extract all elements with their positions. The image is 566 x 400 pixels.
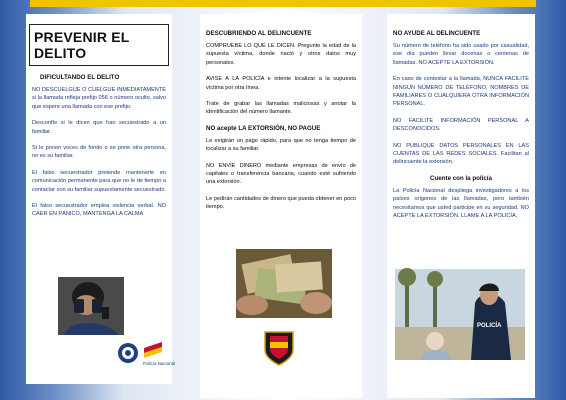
photo-money-hands [236, 249, 332, 318]
photo-person-on-phone [58, 277, 124, 335]
paragraph: Si le ponen voces de fondo o se pone otra persona, no es su familiar. [32, 145, 166, 160]
top-accent-bar [30, 0, 536, 7]
police-crest-icon [116, 338, 176, 370]
paragraph: En caso de contestar a la llamada, NUNCA FACILITE NINGÚN NÚMERO DE TELÉFONO, NOMBRES DE FAMILIARES O CUALQUIERA OTRA INFORMACIÓN PERSONAL. [393, 76, 529, 108]
paragraph: NO PUBLIQUE DATOS PERSONALES EN LAS CUENTAS DE LAS REDES SOCIALES. Facilitan al delincuente la extorsión. [393, 142, 529, 166]
paragraph: Le exigirán un pago rápido, para que no tenga tiempo de localizar a su familiar. [206, 137, 356, 153]
paragraph: El falso secuestrador pretende mantenerle en comunicación permanente para que no le de tiempo a contactar con su familiar supuestamente secuestrado. [32, 169, 167, 193]
paragraph: NO FACILITE INFORMACIÓN PERSONAL A DESCONOCIDOS. [393, 117, 529, 133]
paragraph: COMPRUEBE LO QUE LE DICEN. Pregunte la edad de la supuesta víctima, donde nació y otros datos muy personales. [206, 43, 356, 66]
paragraph: El falso secuestrador emplea violencia verbal. NO CAER EN PÁNICO, MANTENGA LA CALMA [32, 203, 166, 218]
section-heading-no-ayude: NO AYUDE AL DELINCUENTE [393, 30, 481, 37]
section-heading-dificultando: DIFICULTANDO EL DELITO [40, 74, 120, 81]
police-vest-text: POLICÍA [477, 323, 502, 329]
paragraph: Su número de teléfono ha sido usado por casualidad, ese día pueden llevar docenas o centenas de llamadas. NO ACEPTE LA EXTORSIÓN. [393, 43, 529, 66]
section-heading-cuente-policia: Cuente con la policía [430, 174, 492, 182]
paragraph: Trate de grabar las llamadas maliciosas y anotar la identificación del número llamante. [206, 101, 356, 116]
section-heading-descubriendo: DESCUBRIENDO AL DELINCUENTE [206, 30, 312, 37]
police-badge-icon [262, 330, 296, 366]
paragraph: AVISE A LA POLICÍA e intente localizar a la supuesta víctima por otra línea. [206, 76, 356, 91]
police-badge-emblem [262, 330, 296, 366]
paragraph: Desconfíe si le dicen que han secuestrado a un familiar. [32, 120, 166, 135]
page-title: PREVENIR EL DELITO [29, 24, 169, 66]
paragraph: La Policía Nacional despliega investigadores a los países orígenes de las llamadas, pero también necesitamos que usted participe en su seguridad. NO ACEPTE LA EXTORSIÓN. LLAME A LA POLICÍA. [393, 187, 529, 220]
policia-nacional-logo [116, 338, 176, 370]
photo-police-officer [395, 269, 525, 360]
paragraph: NO ENVÍE DINERO mediante empresas de envío de capitales o transferencia bancaria, cuando esté sufriendo una extorsión. [206, 162, 356, 186]
paragraph: NO DESCUELGUE O CUELGUE INMEDIATAMENTE si la llamada refleja prefijo 056 o número oculto, salvo que espere una llamada con ese prefijo. [32, 87, 166, 110]
section-heading-no-pague: NO acepte LA EXTORSIÓN, NO PAGUE [206, 124, 321, 132]
paragraph: Le pedirán cantidades de dinero que pueda obtener en poco tiempo. [206, 195, 356, 211]
logo-text: Policía Nacional [143, 361, 176, 366]
